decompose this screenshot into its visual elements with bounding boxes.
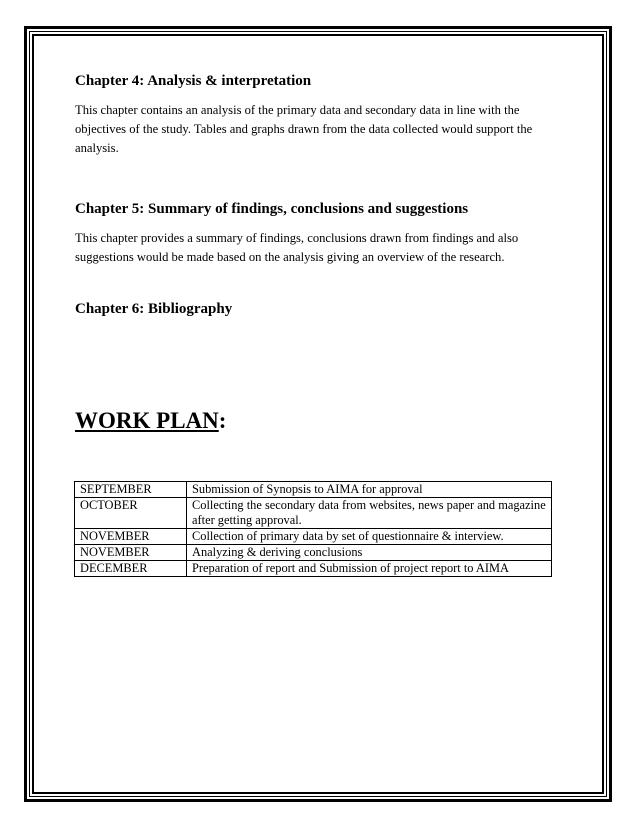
month-cell: DECEMBER [75, 561, 187, 577]
work-plan-heading [75, 408, 226, 434]
chapter-4-text: This chapter contains an analysis of the primary data and secondary data in line with the objectives of the study. Tables and graphs drawn from the data collected would support the analysis. [75, 103, 533, 155]
task-cell: Collecting the secondary data from websites, news paper and magazine after getting approval. [187, 498, 552, 529]
chapter-4-heading: Chapter 4: Analysis & interpretation [75, 73, 312, 89]
task-cell: Preparation of report and Submission of project report to AIMA [187, 561, 552, 577]
work-plan-title: WORK PLAN [75, 408, 219, 433]
table-row [75, 545, 552, 561]
month-cell: NOVEMBER [75, 529, 187, 545]
table-row [75, 482, 552, 498]
task-cell: Submission of Synopsis to AIMA for approval [187, 482, 552, 498]
chapter-6-heading: Chapter 6: Bibliography [75, 301, 233, 317]
chapter-5-heading: Chapter 5: Summary of findings, conclusions and suggestions [75, 201, 469, 217]
task-cell: Collection of primary data by set of questionnaire & interview. [187, 529, 552, 545]
table-row [75, 529, 552, 545]
work-plan-colon: : [218, 408, 227, 433]
month-cell: NOVEMBER [75, 545, 187, 561]
task-cell: Analyzing & deriving conclusions [187, 545, 552, 561]
month-cell: OCTOBER [75, 498, 187, 529]
work-plan-table [74, 481, 552, 577]
table-row [75, 498, 552, 529]
chapter-5-text: This chapter provides a summary of findings, conclusions drawn from findings and also suggestions would be made based on the analysis giving an overview of the research. [75, 231, 519, 264]
table-row [75, 561, 552, 577]
month-cell: SEPTEMBER [75, 482, 187, 498]
